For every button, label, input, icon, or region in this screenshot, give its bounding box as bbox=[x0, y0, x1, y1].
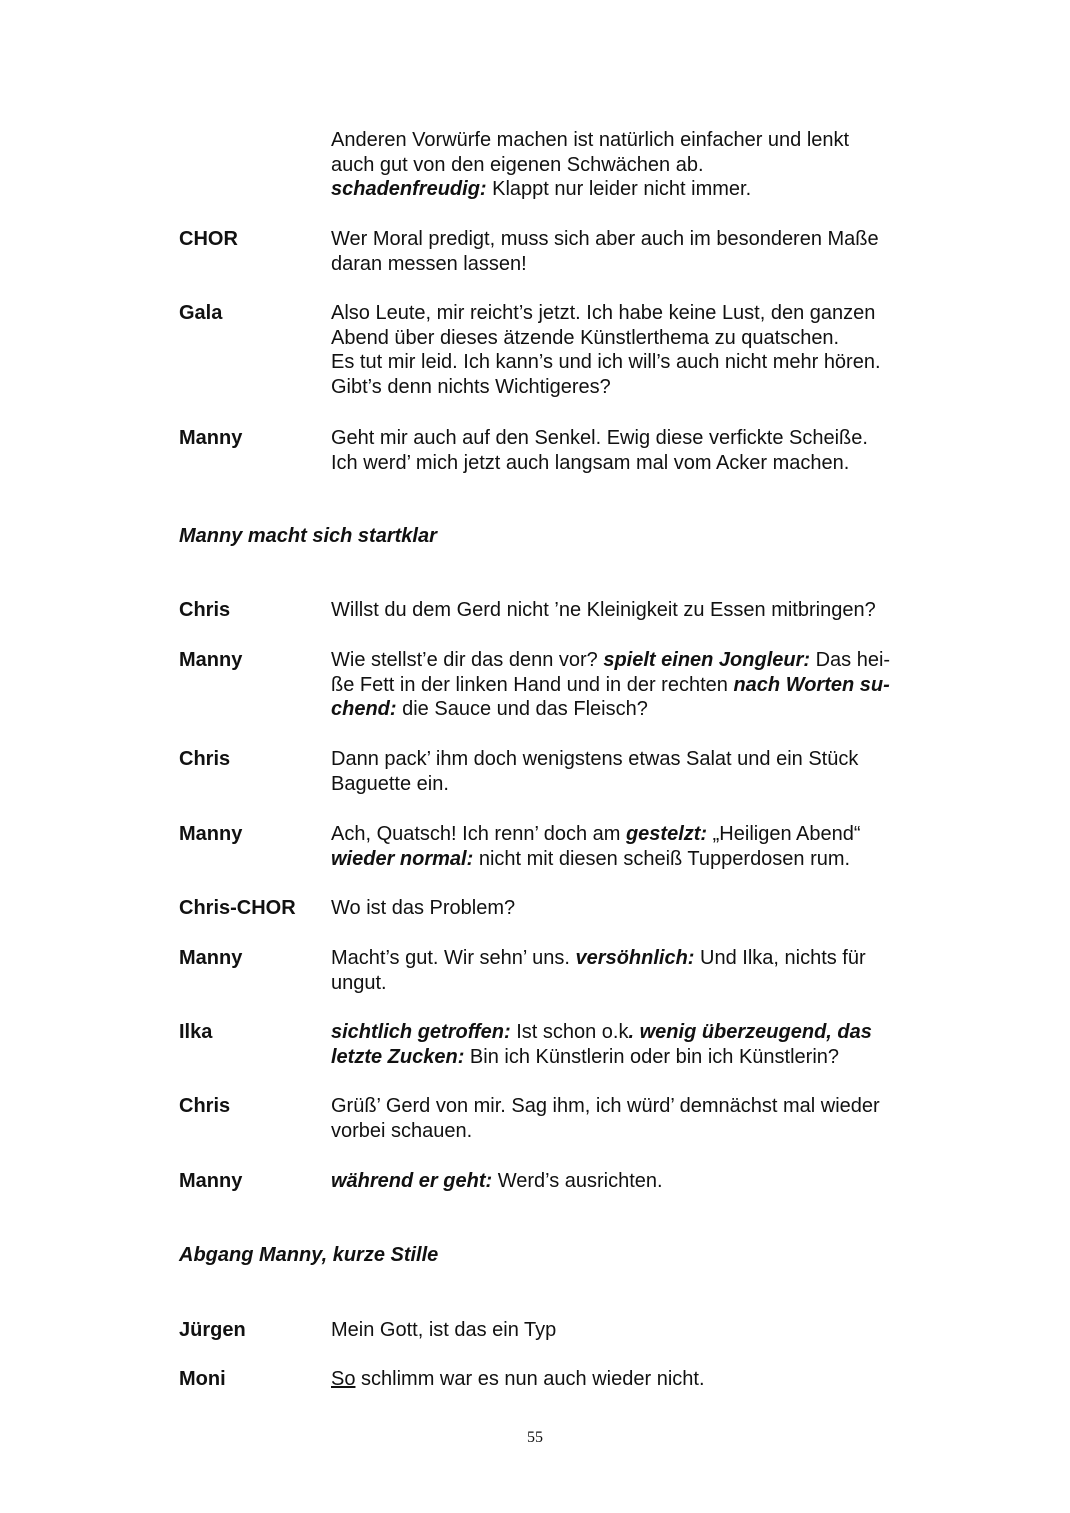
underlined-word: So bbox=[331, 1368, 356, 1390]
dialogue-text bbox=[331, 426, 951, 475]
text-line: Gibt’s denn nichts Wichtigeres? bbox=[331, 375, 611, 398]
stage-direction: letzte Zucken: bbox=[331, 1045, 465, 1068]
dialogue-text bbox=[331, 896, 951, 921]
text-line: Also Leute, mir reicht’s jetzt. Ich habe keine Lust, den ganzen bbox=[331, 302, 876, 324]
text-line bbox=[331, 847, 951, 872]
text-fragment: Ist schon o.k bbox=[510, 1021, 629, 1043]
text-line: Geht mir auch auf den Senkel. Ewig diese verfickte Scheiße. bbox=[331, 427, 868, 449]
text-line: Wer Moral predigt, muss sich aber auch im besonderen Maße bbox=[331, 228, 879, 250]
page-number: 55 bbox=[527, 1429, 543, 1446]
text-line: auch gut von den eigenen Schwächen ab. bbox=[331, 153, 704, 176]
stage-direction: versöhnlich: bbox=[575, 947, 695, 969]
text-fragment: schlimm war es nun auch wieder nicht. bbox=[355, 1368, 705, 1390]
speaker-name: Chris bbox=[179, 1095, 231, 1117]
text-fragment: Und Ilka, nichts für bbox=[694, 947, 866, 969]
text-line: Wo ist das Problem? bbox=[331, 897, 516, 919]
stage-direction: spielt einen Jongleur: bbox=[603, 649, 811, 671]
dialogue-text bbox=[331, 1169, 951, 1194]
dialogue-text bbox=[331, 822, 951, 871]
text-line: Baguette ein. bbox=[331, 772, 449, 795]
text-line: vorbei schauen. bbox=[331, 1119, 473, 1142]
stage-direction: während er geht: bbox=[331, 1170, 493, 1192]
speaker-name: Chris bbox=[179, 599, 231, 621]
stage-direction-heading: Manny macht sich startklar bbox=[179, 525, 437, 547]
dialogue-text bbox=[331, 227, 951, 276]
speaker-name: Manny bbox=[179, 427, 243, 449]
dialogue-text bbox=[331, 598, 951, 623]
text-line: Willst du dem Gerd nicht ’ne Kleinigkeit zu Essen mitbringen? bbox=[331, 599, 876, 621]
stage-direction: . wenig überzeugend, das bbox=[628, 1021, 872, 1043]
dialogue-text bbox=[331, 1318, 951, 1343]
dialogue-text bbox=[331, 648, 951, 722]
text-line bbox=[331, 1169, 951, 1194]
text-line bbox=[331, 648, 951, 673]
dialogue-text bbox=[331, 301, 951, 399]
text-fragment: die Sauce und das Fleisch? bbox=[396, 698, 648, 720]
text-fragment: ße Fett in der linken Hand und in der rechten bbox=[331, 673, 734, 696]
text-line bbox=[331, 1045, 951, 1070]
stage-direction: chend: bbox=[331, 698, 397, 720]
text-line bbox=[331, 822, 951, 847]
dialogue-text bbox=[331, 1020, 951, 1069]
text-line bbox=[331, 697, 951, 722]
text-fragment: „Heiligen Abend“ bbox=[707, 823, 861, 845]
speaker-name: Ilka bbox=[179, 1021, 213, 1043]
stage-direction: wieder normal: bbox=[331, 847, 474, 870]
speaker-name: Chris-CHOR bbox=[179, 897, 296, 919]
text-fragment: Ach, Quatsch! Ich renn’ doch am bbox=[331, 823, 626, 845]
text-line: Abend über dieses ätzende Künstlerthema zu quatschen. bbox=[331, 326, 840, 349]
text-line: Dann pack’ ihm doch wenigstens etwas Salat und ein Stück bbox=[331, 748, 859, 770]
text-line: Grüß’ Gerd von mir. Sag ihm, ich würd’ demnächst mal wieder bbox=[331, 1095, 880, 1117]
text-line: Anderen Vorwürfe machen ist natürlich einfacher und lenkt bbox=[331, 129, 850, 151]
text-fragment: Das hei- bbox=[810, 649, 891, 671]
speaker-name: Manny bbox=[179, 823, 243, 845]
speaker-name: Manny bbox=[179, 947, 243, 969]
text-fragment: Werd’s ausrichten. bbox=[492, 1170, 663, 1192]
stage-direction: schadenfreudig: bbox=[331, 178, 487, 200]
text-line bbox=[331, 673, 951, 698]
dialogue-text bbox=[331, 1094, 951, 1143]
speaker-name: Manny bbox=[179, 1170, 243, 1192]
text-fragment: Wie stellst’e dir das denn vor? bbox=[331, 649, 604, 671]
text-line bbox=[331, 946, 951, 971]
text-line: Es tut mir leid. Ich kann’s und ich will’s auch nicht mehr hören. bbox=[331, 351, 881, 373]
text-line bbox=[331, 1367, 951, 1392]
text-line: Mein Gott, ist das ein Typ bbox=[331, 1319, 557, 1341]
dialogue-text bbox=[331, 128, 951, 202]
dialogue-text bbox=[331, 1367, 951, 1392]
text-line: daran messen lassen! bbox=[331, 252, 527, 275]
speaker-name: Manny bbox=[179, 649, 243, 671]
speaker-name: Moni bbox=[179, 1368, 226, 1390]
text-line bbox=[331, 1020, 951, 1045]
speaker-name: Chris bbox=[179, 748, 231, 770]
text-line: ungut. bbox=[331, 971, 387, 994]
stage-direction: gestelzt: bbox=[625, 823, 708, 845]
text-fragment: Macht’s gut. Wir sehn’ uns. bbox=[331, 947, 576, 969]
dialogue-text bbox=[331, 747, 951, 796]
text-fragment: nicht mit diesen scheiß Tupperdosen rum. bbox=[473, 847, 851, 870]
stage-direction: sichtlich getroffen: bbox=[331, 1021, 511, 1043]
text-fragment: Bin ich Künstlerin oder bin ich Künstlerin? bbox=[464, 1045, 840, 1068]
text-line bbox=[331, 177, 951, 202]
dialogue-text bbox=[331, 946, 951, 995]
stage-direction: nach Worten su- bbox=[733, 673, 890, 696]
speaker-name: Gala bbox=[179, 302, 223, 324]
text-fragment: Klappt nur leider nicht immer. bbox=[486, 178, 752, 200]
text-line: Ich werd’ mich jetzt auch langsam mal vom Acker machen. bbox=[331, 451, 850, 474]
stage-direction-heading: Abgang Manny, kurze Stille bbox=[179, 1244, 439, 1266]
speaker-name: Jürgen bbox=[179, 1319, 246, 1341]
speaker-name: CHOR bbox=[179, 228, 238, 250]
